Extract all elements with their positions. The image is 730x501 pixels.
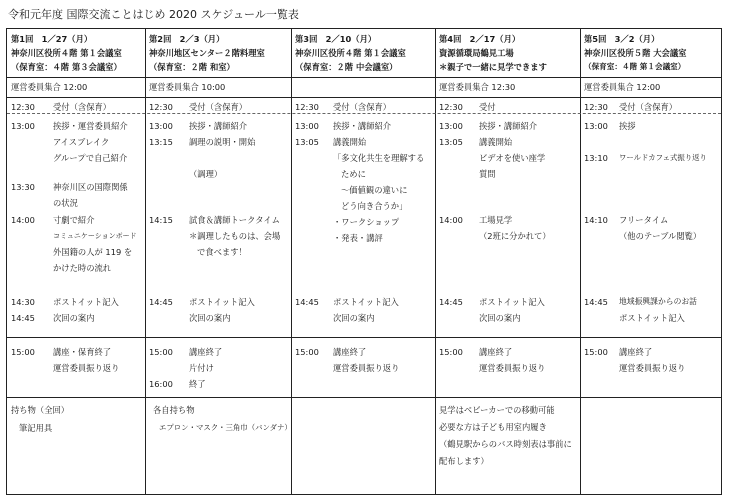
session-2-item-time: 14:15	[149, 215, 173, 225]
session-4-item-time: 13:05	[439, 137, 463, 147]
session-3-item-time: 13:00	[295, 121, 319, 131]
notes-line: （鶴見駅からのバス時刻表は事前に	[439, 439, 572, 449]
session-3-item-time: 14:45	[295, 297, 319, 307]
session-4-reception-time: 12:30	[439, 102, 463, 112]
session-3-item: ポストイット記入	[333, 297, 399, 307]
session-4-childcare: ＊親子で一緒に見学できます	[439, 62, 547, 72]
session-4-end: 講座終了	[479, 347, 513, 357]
session-5-item-time: 13:10	[584, 153, 608, 163]
session-3-end-time: 15:00	[295, 347, 319, 357]
session-2-item: （調理）	[189, 169, 223, 179]
session-5-item-time: 14:45	[584, 297, 608, 307]
session-1-item: コミュニケーションボード	[53, 232, 137, 240]
session-4-item-time: 14:00	[439, 215, 463, 225]
session-5-item: ポストイット記入	[619, 313, 685, 323]
session-5-item: ワールドカフェ式振り返り	[619, 153, 707, 162]
notes-line: 必要な方は子ども用室内履き	[439, 422, 547, 432]
session-3-childcare: （保育室：２階 中会議室）	[295, 62, 398, 72]
session-5-end: 講座終了	[619, 347, 653, 357]
session-4-end-time: 15:00	[439, 347, 463, 357]
session-5-venue: 神奈川区役所５階 大会議室	[584, 48, 687, 58]
session-5-item: フリータイム	[619, 215, 669, 225]
session-4-end: 運営委員振り返り	[479, 363, 546, 373]
page-title: 令和元年度 国際交流ことはじめ 2020 スケジュール一覧表	[8, 8, 299, 21]
session-2-item-time: 13:15	[149, 137, 173, 147]
session-4-meeting: 運営委員集合 12:30	[439, 82, 516, 92]
session-3-item: ～価値観の違いに	[341, 185, 408, 195]
session-5-reception-time: 12:30	[584, 102, 608, 112]
session-1-meeting: 運営委員集合 12:00	[11, 82, 88, 92]
notes-line: 見学はベビーカーでの移動可能	[439, 405, 555, 415]
session-2-venue: 神奈川地区センター２階料理室	[149, 48, 265, 58]
session-5-end: 運営委員振り返り	[619, 363, 686, 373]
session-3-item: 講義開始	[333, 137, 367, 147]
session-3-reception-time: 12:30	[295, 102, 319, 112]
session-2-item: 試食＆講師トークタイム	[189, 215, 280, 225]
session-2-item: 次回の案内	[189, 313, 231, 323]
session-1-item: アイスブレイク	[53, 137, 110, 147]
session-2-meeting: 運営委員集合 10:00	[149, 82, 226, 92]
session-1-end-time: 15:00	[11, 347, 35, 357]
session-3-header: 第3回 2／10（月）	[295, 34, 377, 44]
session-1-item: 外国籍の人が 119 を	[53, 247, 133, 257]
session-1-item-time: 13:30	[11, 182, 35, 192]
session-1-item: かけた時の流れ	[53, 263, 112, 273]
session-1-childcare: （保育室：４階 第３会議室）	[11, 62, 122, 72]
session-4-header: 第4回 2／17（月）	[439, 34, 521, 44]
session-1-reception-time: 12:30	[11, 102, 35, 112]
session-2-reception-time: 12:30	[149, 102, 173, 112]
session-5-childcare: （保育室：４階 第１会議室）	[584, 62, 686, 71]
session-4-item: 工場見学	[479, 215, 513, 225]
session-1-item-time: 14:45	[11, 313, 35, 323]
session-5-item: 地域振興課からのお話	[619, 297, 697, 306]
session-1-end: 運営委員振り返り	[53, 363, 120, 373]
session-2-item-time: 13:00	[149, 121, 173, 131]
session-5-item-time: 13:00	[584, 121, 608, 131]
session-2-item-time: 14:45	[149, 297, 173, 307]
session-1-header: 第1回 1／27（月）	[11, 34, 93, 44]
session-4-item-time: 13:00	[439, 121, 463, 131]
session-1-item-time: 14:30	[11, 297, 35, 307]
session-1-item-time: 13:00	[11, 121, 35, 131]
session-4-item: （2班に分かれて）	[479, 231, 551, 241]
session-5-reception: 受付（含保育）	[619, 102, 678, 112]
session-4-item: 質問	[479, 169, 496, 179]
session-3-end: 運営委員振り返り	[333, 363, 400, 373]
session-2-item: ポストイット記入	[189, 297, 255, 307]
belongings-session-value: エプロン・マスク・三角巾（バンダナ）	[159, 423, 292, 432]
session-5-item: 挨拶	[619, 121, 636, 131]
schedule-table	[6, 28, 722, 495]
session-2-reception: 受付（含保育）	[189, 102, 248, 112]
session-1-item: 神奈川区の国際関係	[53, 182, 128, 192]
session-1-item: ポストイット記入	[53, 297, 119, 307]
session-2-end-time: 16:00	[149, 379, 173, 389]
session-4-venue: 資源循環局鶴見工場	[439, 48, 514, 58]
session-2-item: で食べます！	[197, 247, 247, 257]
session-4-item: 次回の案内	[479, 313, 521, 323]
session-2-item: ＊調理したものは、会場	[189, 231, 281, 241]
session-5-end-time: 15:00	[584, 347, 608, 357]
session-5-header: 第5回 3／2（月）	[584, 34, 660, 44]
session-3-item: ために	[341, 169, 366, 179]
belongings-all-value: 筆記用具	[19, 423, 53, 433]
session-1-item: グループで自己紹介	[53, 153, 128, 163]
session-1-item: 寸劇で紹介	[53, 215, 95, 225]
session-2-end: 終了	[189, 379, 206, 389]
session-3-end: 講座終了	[333, 347, 367, 357]
session-2-header: 第2回 2／3（月）	[149, 34, 225, 44]
session-1-reception: 受付（含保育）	[53, 102, 112, 112]
session-3-item: 挨拶・講師紹介	[333, 121, 392, 131]
session-2-end-time: 15:00	[149, 347, 173, 357]
session-2-end: 片付け	[189, 363, 214, 373]
session-4-item: ビデオを使い座学	[479, 153, 546, 163]
session-2-end: 講座終了	[189, 347, 223, 357]
session-3-item: 「多文化共生を理解する	[333, 153, 425, 163]
session-4-reception: 受付	[479, 102, 496, 112]
session-3-item-time: 13:05	[295, 137, 319, 147]
session-3-item: ・ワークショップ	[333, 217, 400, 227]
session-5-item: （他のテーブル閲覧）	[619, 231, 702, 241]
session-2-item: 調理の説明・開始	[189, 137, 256, 147]
session-4-item: 挨拶・講師紹介	[479, 121, 538, 131]
session-1-item-time: 14:00	[11, 215, 35, 225]
session-4-item: 講義開始	[479, 137, 513, 147]
belongings-all-label: 持ち物（全回）	[11, 405, 70, 415]
session-3-item: どう向き合うか」	[341, 201, 408, 211]
session-3-reception: 受付（含保育）	[333, 102, 392, 112]
notes-line: 配布します）	[439, 456, 489, 466]
belongings-session-label: 各自持ち物	[153, 405, 195, 415]
session-1-end: 講座・保育終了	[53, 347, 112, 357]
session-1-item: の状況	[53, 198, 78, 208]
session-1-venue: 神奈川区役所４階 第１会議室	[11, 48, 122, 58]
session-4-item: ポストイット記入	[479, 297, 545, 307]
session-3-venue: 神奈川区役所４階 第１会議室	[295, 48, 406, 58]
session-5-item-time: 14:10	[584, 215, 608, 225]
session-2-childcare: （保育室：２階 和室）	[149, 62, 235, 72]
session-3-item: 次回の案内	[333, 313, 375, 323]
session-5-meeting: 運営委員集合 12:00	[584, 82, 661, 92]
session-1-item: 挨拶・運営委員紹介	[53, 121, 128, 131]
session-1-item: 次回の案内	[53, 313, 95, 323]
session-4-item-time: 14:45	[439, 297, 463, 307]
session-2-item: 挨拶・講師紹介	[189, 121, 248, 131]
session-3-item: ・発表・講評	[333, 233, 383, 243]
